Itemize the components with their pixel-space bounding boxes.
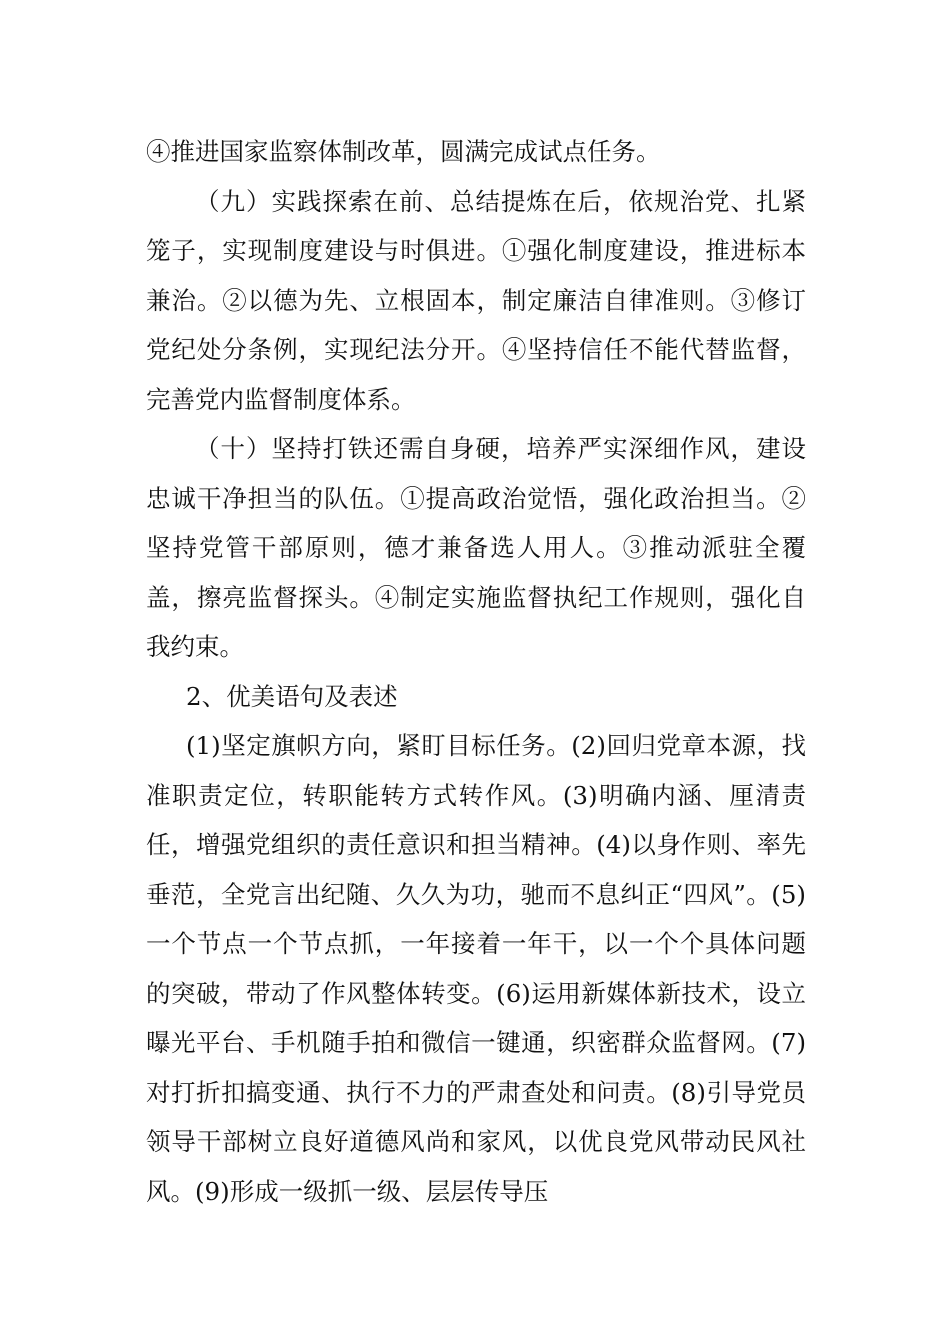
paragraph-ten: （十）坚持打铁还需自身硬，培养严实深细作风，建设忠诚干净担当的队伍。①提高政治觉悟，强化政治担当。②坚持党管干部原则，德才兼备选人用人。③推动派驻全覆盖，擦亮监督探头。④制定实施监督执纪工作规则，强化自我约束。 bbox=[146, 434, 806, 661]
paragraph-reform-item: ④推进国家监察体制改革，圆满完成试点任务。 bbox=[146, 137, 661, 166]
paragraph-nine: （九）实践探索在前、总结提炼在后，依规治党、扎紧笼子，实现制度建设与时俱进。①强化制度建设，推进标本兼治。②以德为先、立根固本，制定廉洁自律准则。③修订党纪处分条例，实现纪法分开。④坚持信任不能代替监督，完善党内监督制度体系。 bbox=[146, 186, 806, 414]
document-page bbox=[146, 127, 806, 1216]
section-heading: 2、优美语句及表述 bbox=[186, 681, 398, 711]
paragraph-phrases: (1)坚定旗帜方向，紧盯目标任务。(2)回归党章本源，找准职责定位，转职能转方式转作风。(3)明确内涵、厘清责任，增强党组织的责任意识和担当精神。(4)以身作则、率先垂范，全党言出纪随、久久为功，驰而不息纠正“四风”。(5)一个节点一个节点抓，一年接着一年干，以一个个具体问题的突破，带动了作风整体转变。(6)运用新媒体新技术，设立曝光平台、手机随手拍和微信一键通，织密群众监督网。(7)对打折扣搞变通、执行不力的严肃查处和问责。(8)引导党员领导干部树立良好道德风尚和家风，以优良党风带动民风社风。(9)形成一级抓一级、层层传导压 bbox=[146, 731, 806, 1206]
